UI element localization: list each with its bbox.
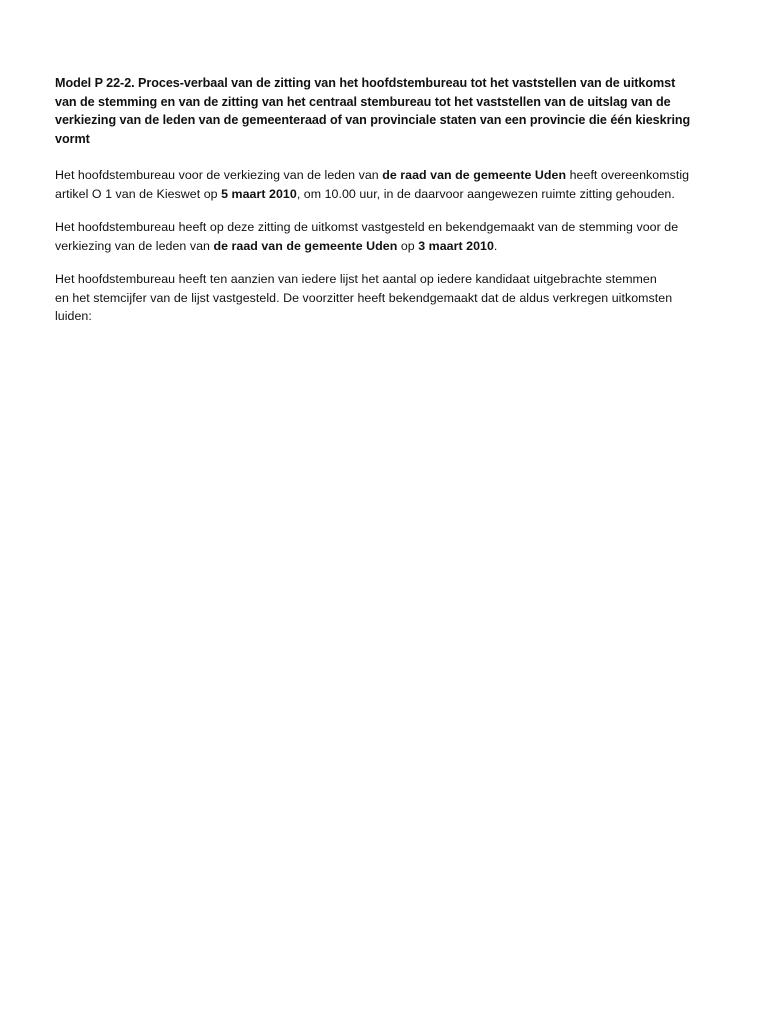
text-span: op [397, 238, 419, 253]
paragraph-line: Het hoofdstembureau heeft op deze zitting de uitkomst vastgesteld en bekendgemaakt van de stemming voor de [55, 220, 679, 235]
title-line: Model P 22-2. Proces-verbaal van de zitting van het hoofdstembureau tot het vaststellen van de uitkomst [55, 76, 676, 90]
text-span: . [493, 238, 498, 253]
text-span: , om 10.00 uur, in de daarvoor aangewezen ruimte zitting gehouden. [296, 186, 675, 201]
paragraph-line: Het hoofdstembureau heeft ten aanzien van iedere lijst het aantal op iedere kandidaat uitgebrachte stemmen [55, 272, 657, 287]
paragraph-line [55, 166, 715, 185]
title-line: van de stemming en van de zitting van het centraal stembureau tot het vaststellen van de uitslag van de [55, 94, 671, 109]
title-line: verkiezing van de leden van de gemeenteraad of van provinciale staten van een provincie die één kieskring [55, 113, 691, 128]
title-line: vormt [55, 131, 90, 146]
election-date: 3 maart 2010 [418, 238, 494, 253]
municipality-name: de raad van de gemeente Uden [382, 168, 567, 183]
text-span: artikel O 1 van de Kieswet op [55, 186, 222, 201]
document-page [55, 74, 715, 341]
paragraph-line [55, 185, 715, 204]
paragraph-session-info [55, 166, 715, 203]
paragraph-results [55, 270, 715, 326]
paragraph-line: luiden: [55, 309, 92, 324]
text-span: verkiezing van de leden van [55, 238, 214, 253]
paragraph-outcome [55, 218, 715, 255]
municipality-name: de raad van de gemeente Uden [213, 238, 398, 253]
text-span: heeft overeenkomstig [566, 168, 690, 183]
session-date: 5 maart 2010 [221, 186, 297, 201]
document-title [55, 74, 715, 148]
paragraph-line: en het stemcijfer van de lijst vastgesteld. De voorzitter heeft bekendgemaakt dat de aldus verkregen uitkomsten [55, 290, 673, 305]
paragraph-line [55, 237, 715, 256]
text-span: Het hoofdstembureau voor de verkiezing van de leden van [55, 168, 383, 183]
